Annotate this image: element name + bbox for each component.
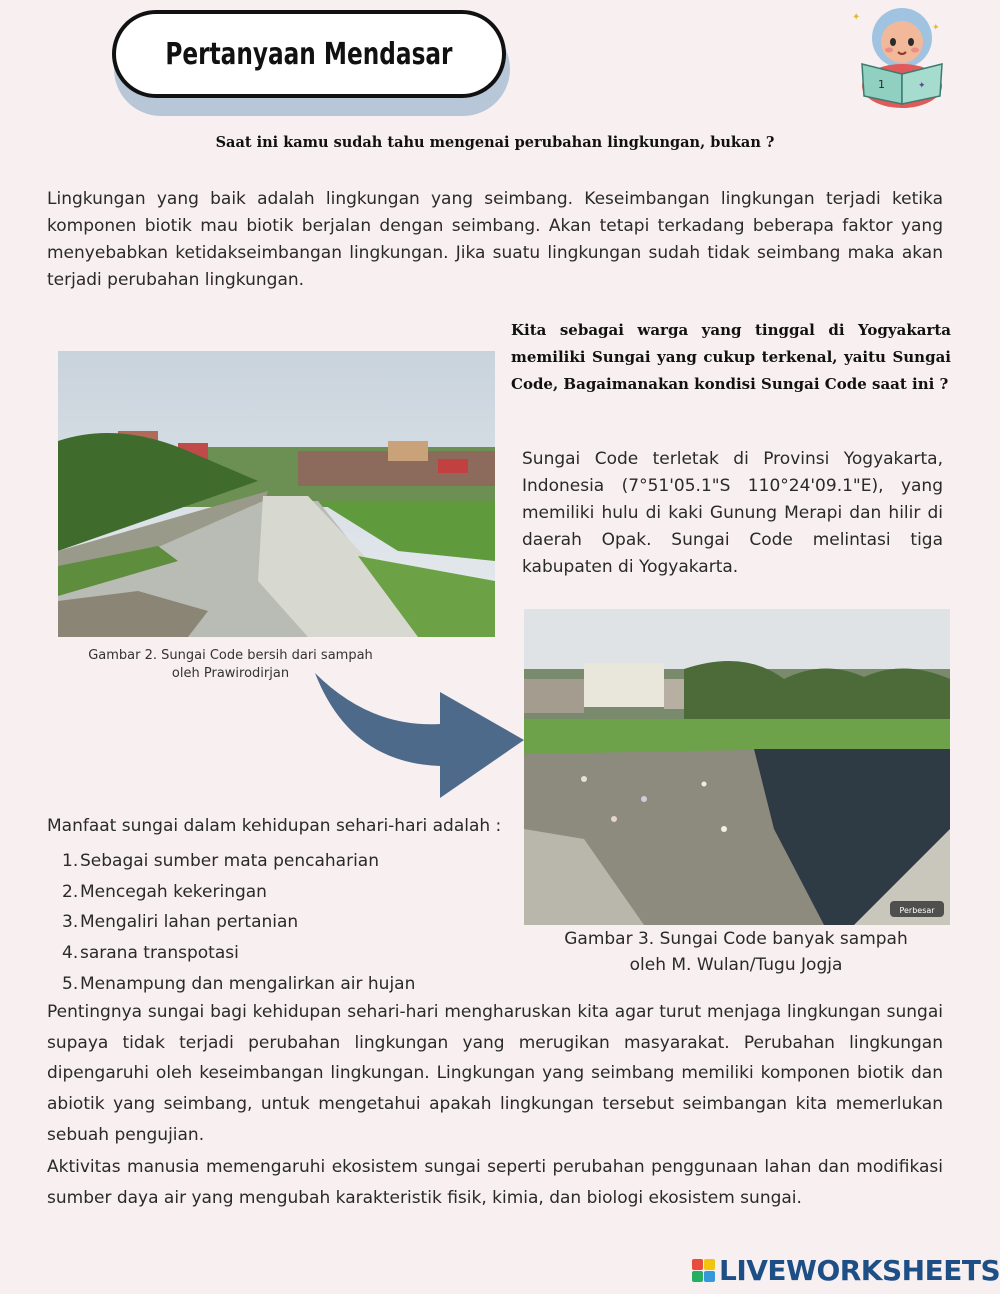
activity-paragraph: Aktivitas manusia memengaruhi ekosistem sungai seperti perubahan penggunaan lahan dan modifikasi sumber daya air yang mengubah karakteristik fisik, kimia, dan biologi ekosistem sungai.	[47, 1157, 943, 1208]
logo-text: LIVEWORKSHEETS	[719, 1254, 1000, 1287]
figure-2-caption-line2: oleh Prawirodirjan	[171, 666, 290, 681]
zoom-badge[interactable]: Perbesar	[899, 906, 935, 915]
figure-3-caption-line2: oleh M. Wulan/Tugu Jogja	[629, 955, 843, 975]
question-text: Kita sebagai warga yang tinggal di Yogyakarta memiliki Sungai yang cukup terkenal, yaitu Sungai Code, Bagaimanakan kondisi Sungai Code saat ini ?	[511, 321, 951, 393]
clean-river-photo	[58, 351, 495, 637]
page-title: Pertanyaan Mendasar	[165, 36, 453, 72]
svg-text:✦: ✦	[932, 23, 940, 33]
benefits-intro: Manfaat sungai dalam kehidupan sehari-hari adalah :	[47, 816, 502, 836]
benefits-list	[62, 846, 415, 1000]
list-item: 3. Mengaliri lahan pertanian	[62, 912, 299, 933]
svg-text:✦: ✦	[852, 12, 861, 23]
curved-arrow-icon	[310, 668, 530, 804]
logo-grid-icon	[692, 1259, 716, 1283]
figure-3-caption	[522, 926, 950, 978]
polluted-river-photo	[524, 609, 950, 925]
importance-paragraph: Pentingnya sungai bagi kehidupan sehari-hari mengharuskan kita agar turut menjaga lingkungan sungai supaya tidak terjadi perubahan lingkungan yang merugikan masyarakat. Perubahan lingkungan dipengaruhi oleh keseimbangan lingkungan. Lingkungan yang seimbang memiliki komponen biotik dan abiotik yang seimbang, untuk mengetahui apakah lingkungan tersebut seimbangan kita memerlukan sebuah pengujian.	[47, 1002, 943, 1145]
girl-reading-illustration	[846, 4, 958, 110]
list-item: 4. sarana transpotasi	[62, 943, 239, 964]
liveworksheets-logo[interactable]	[692, 1254, 1000, 1287]
list-item: 5. Menampung dan mengalirkan air hujan	[62, 973, 416, 994]
figure-2-caption-line1: Gambar 2. Sungai Code bersih dari sampah	[88, 648, 373, 663]
river-info-paragraph: Sungai Code terletak di Provinsi Yogyakarta, Indonesia (7°51'05.1"S 110°24'09.1"E), yang memiliki hulu di kaki Gunung Merapi dan hilir di daerah Opak. Sungai Code melintasi tiga kabupaten di Yogyakarta.	[522, 449, 943, 577]
svg-text:1: 1	[878, 78, 885, 91]
svg-text:✦: ✦	[918, 81, 926, 91]
figure-3-caption-line1: Gambar 3. Sungai Code banyak sampah	[564, 929, 908, 949]
title-banner	[112, 10, 506, 98]
intro-paragraph: Lingkungan yang baik adalah lingkungan yang seimbang. Keseimbangan lingkungan terjadi ketika komponen biotik mau biotik berjalan dengan seimbang. Akan tetapi terkadang beberapa faktor yang menyebabkan ketidakseimbangan lingkungan. Jika suatu lingkungan sudah tidak seimbang maka akan terjadi perubahan lingkungan.	[47, 189, 943, 290]
list-item: 1. Sebagai sumber mata pencaharian	[62, 851, 379, 871]
subtitle: Saat ini kamu sudah tahu mengenai perubahan lingkungan, bukan ?	[215, 134, 775, 151]
list-item: 2. Mencegah kekeringan	[62, 881, 267, 902]
